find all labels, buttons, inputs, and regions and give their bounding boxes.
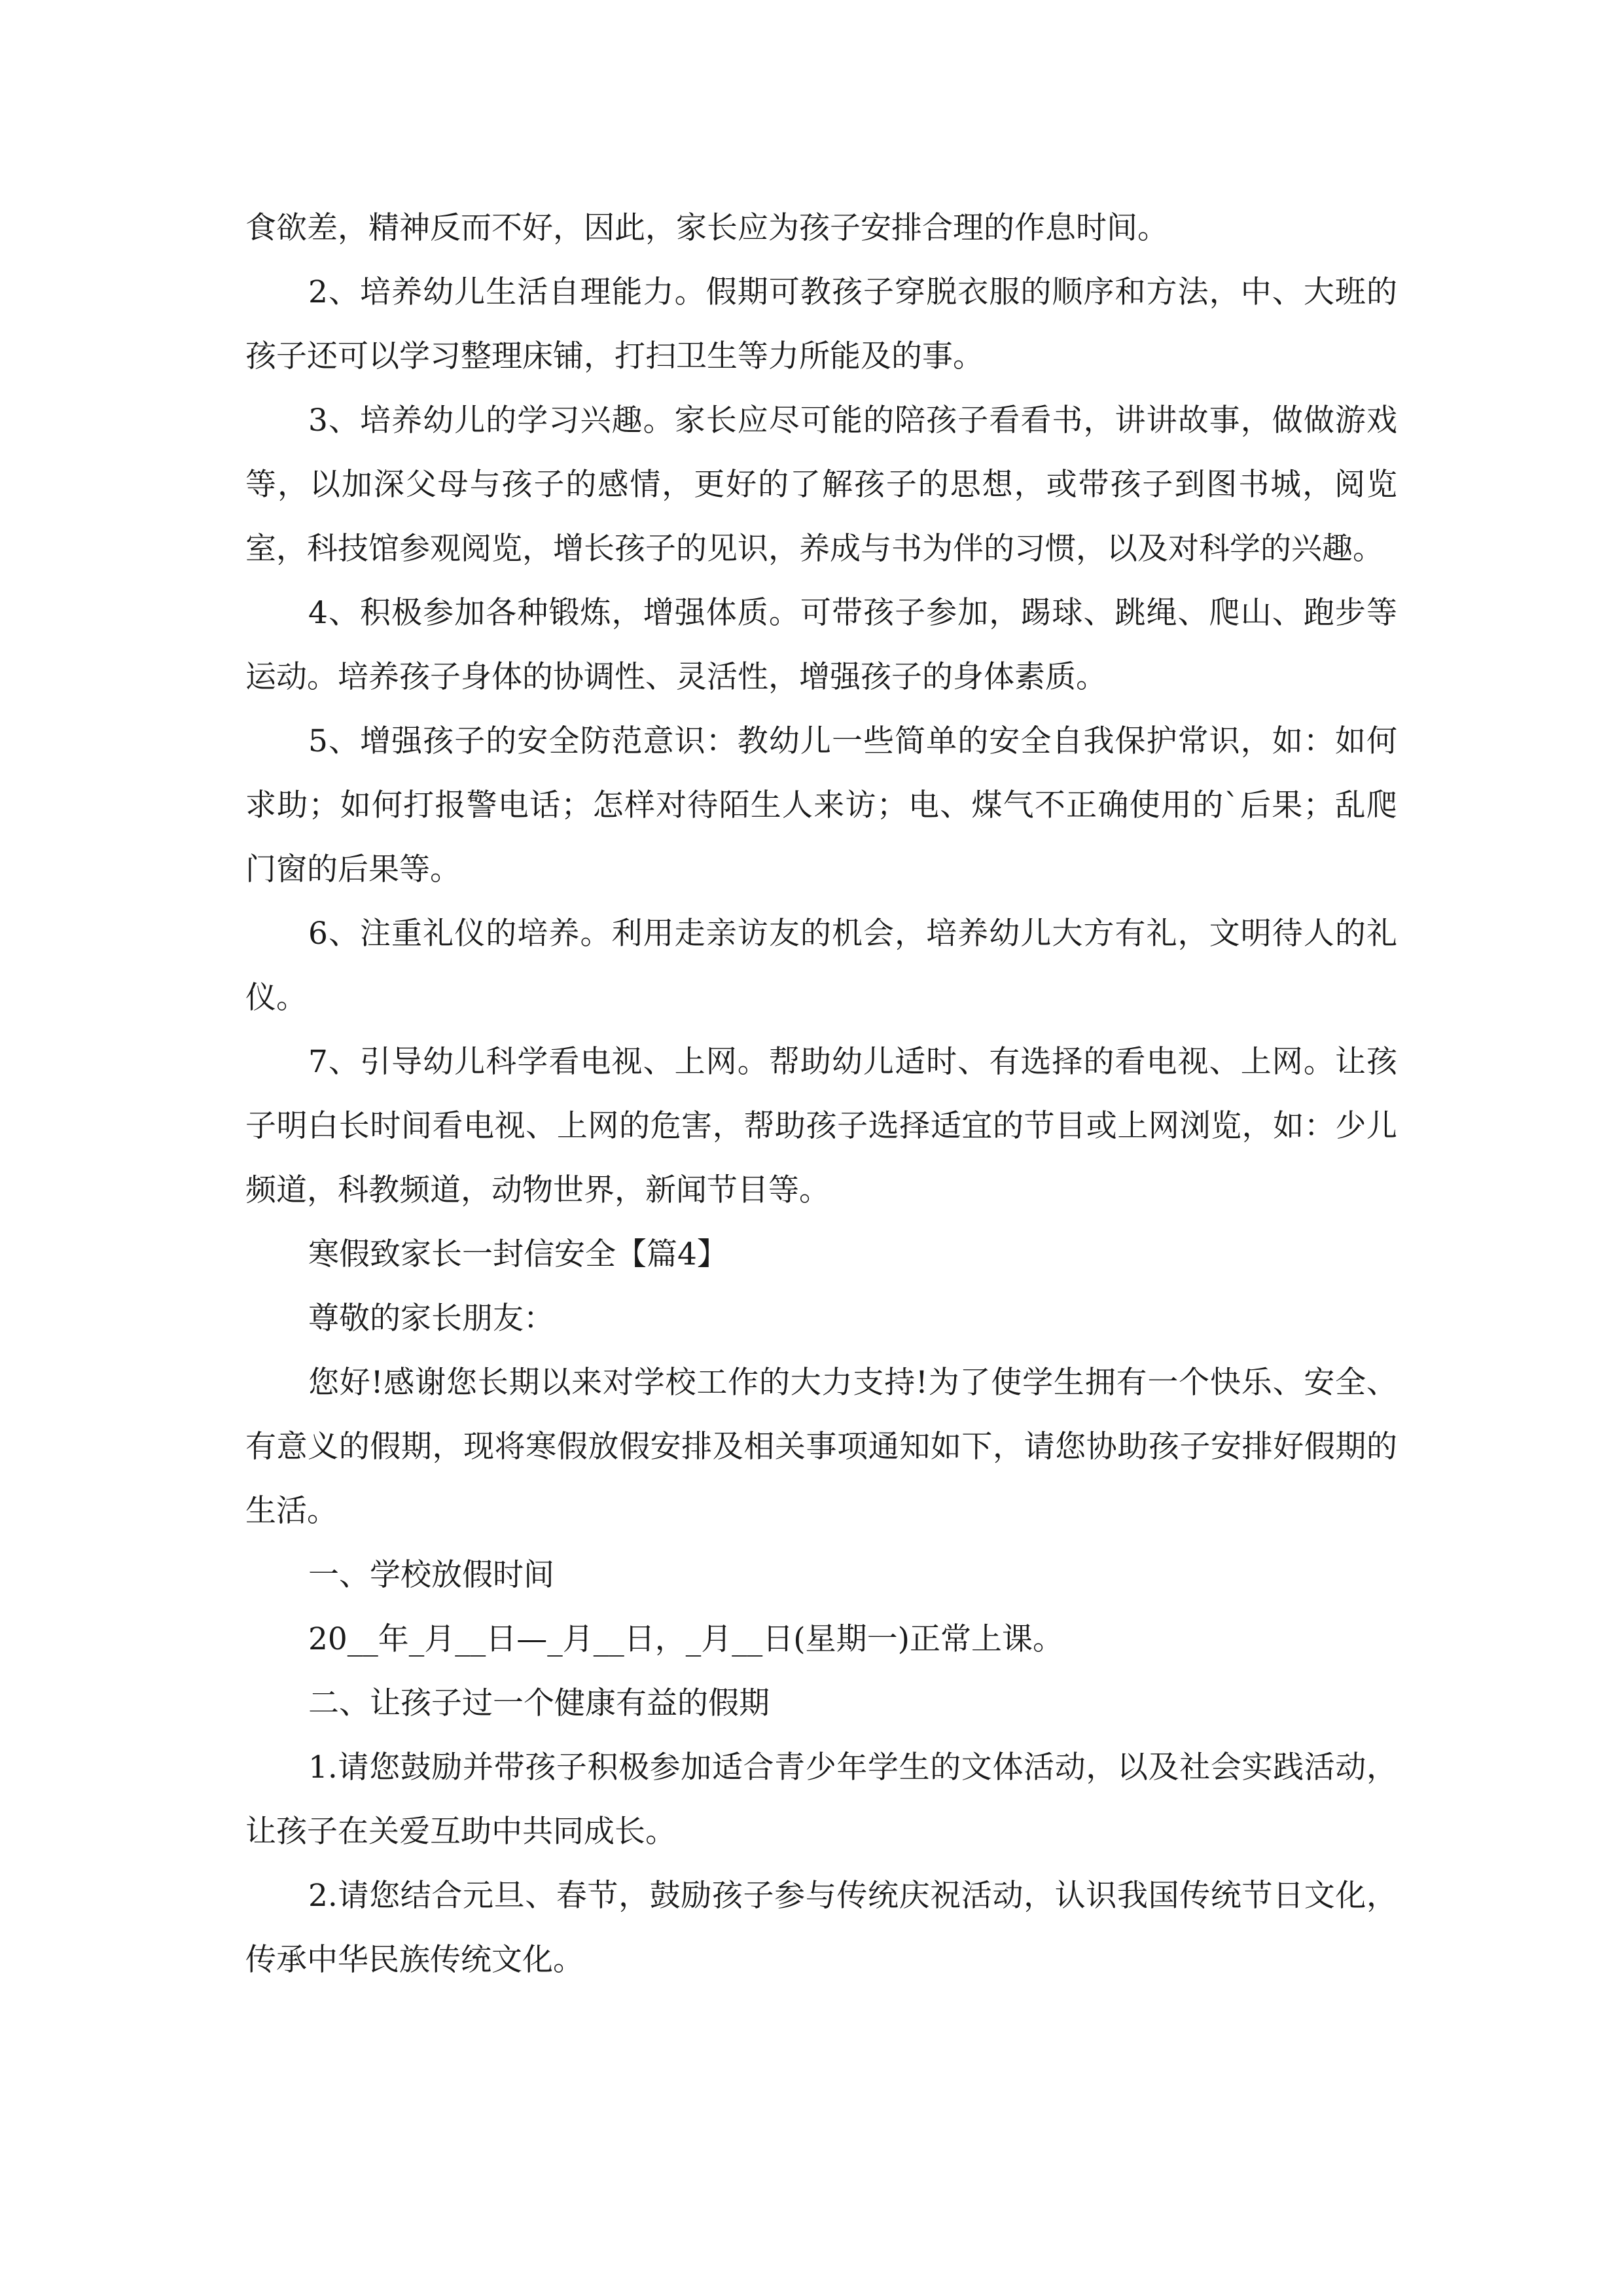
intro-paragraph: 您好!感谢您长期以来对学校工作的大力支持!为了使学生拥有一个快乐、安全、有意义的假期，现将寒假放假安排及相关事项通知如下，请您协助孩子安排好假期的生活。 — [245, 1365, 1397, 1529]
paragraph-item-2: 2、培养幼儿生活自理能力。假期可教孩子穿脱衣服的顺序和方法，中、大班的孩子还可以学习整理床铺，打扫卫生等力所能及的事。 — [245, 274, 1397, 374]
paragraph-continuation: 食欲差，精神反而不好，因此，家长应为孩子安排合理的作息时间。 — [245, 210, 1168, 246]
holiday-dates: 20__年_月__日—_月__日，_月__日(星期一)正常上课。 — [308, 1621, 1063, 1657]
paragraph-item-7: 7、引导幼儿科学看电视、上网。帮助幼儿适时、有选择的看电视、上网。让孩子明白长时间看电视、上网的危害，帮助孩子选择适宜的节目或上网浏览，如：少儿频道，科教频道，动物世界，新闻节目等。 — [245, 1044, 1397, 1208]
paragraph-item-5: 5、增强孩子的安全防范意识：教幼儿一些简单的安全自我保护常识，如：如何求助；如何打报警电话；怎样对待陌生人来访；电、煤气不正确使用的`后果；乱爬门窗的后果等。 — [245, 723, 1397, 888]
subheading-holiday-time: 一、学校放假时间 — [308, 1557, 554, 1593]
section-heading: 寒假致家长一封信安全【篇4】 — [308, 1236, 728, 1272]
paragraph-item-4: 4、积极参加各种锻炼，增强体质。可带孩子参加，踢球、跳绳、爬山、跑步等运动。培养孩子身体的协调性、灵活性，增强孩子的身体素质。 — [245, 595, 1397, 695]
subheading-healthy-holiday: 二、让孩子过一个健康有益的假期 — [308, 1685, 770, 1721]
document-body — [245, 196, 1397, 1992]
salutation: 尊敬的家长朋友： — [308, 1300, 554, 1336]
paragraph-item-6: 6、注重礼仪的培养。利用走亲访友的机会，培养幼儿大方有礼，文明待人的礼仪。 — [245, 916, 1397, 1016]
paragraph-point-2: 2.请您结合元旦、春节，鼓励孩子参与传统庆祝活动，认识我国传统节日文化，传承中华民族传统文化。 — [245, 1878, 1397, 1978]
paragraph-point-1: 1.请您鼓励并带孩子积极参加适合青少年学生的文体活动，以及社会实践活动，让孩子在关爱互助中共同成长。 — [245, 1749, 1397, 1850]
paragraph-item-3: 3、培养幼儿的学习兴趣。家长应尽可能的陪孩子看看书，讲讲故事，做做游戏等，以加深父母与孩子的感情，更好的了解孩子的思想，或带孩子到图书城，阅览室，科技馆参观阅览，增长孩子的见识，养成与书为伴的习惯，以及对科学的兴趣。 — [245, 403, 1397, 567]
